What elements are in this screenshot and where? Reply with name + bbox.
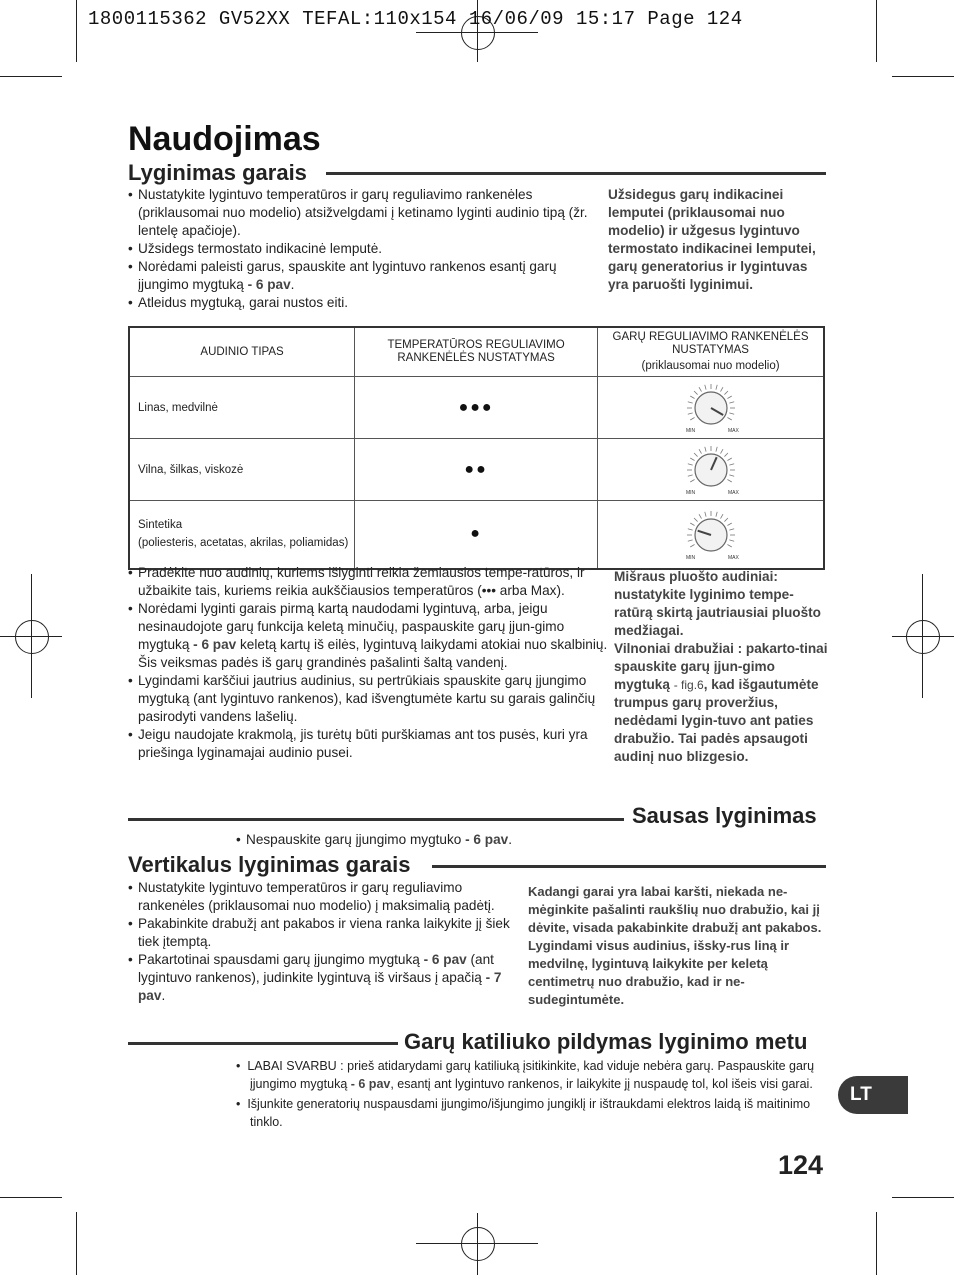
temp-dots: ●: [355, 501, 598, 569]
header-steam: GARŲ REGULIAVIMO RANKENĖLĖS NUSTATYMAS (priklausomai nuo modelio): [598, 327, 824, 377]
dial-tick: [690, 523, 694, 526]
dial-tick: [687, 540, 692, 541]
fabric-cell: Sintetika (poliesteris, acetatas, akrilas, poliamidas): [129, 501, 355, 569]
dial-tick: [720, 387, 723, 391]
dial-tick: [724, 391, 728, 395]
vertical-bullets: [128, 879, 520, 1005]
list-item: • Užsidegs termostato indikacinė lemputė.: [128, 240, 598, 258]
list-item: • Pakabinkite drabužį ant pakabos ir viena ranka laikykite jį šiek tiek įtemptą.: [128, 915, 520, 951]
dial-tick: [715, 447, 716, 452]
steam-dial: [598, 501, 824, 569]
steam-dial: [598, 439, 824, 501]
tips-bullets: [128, 564, 608, 762]
list-item: • Pradėkite nuo audinių, kuriems išlyginti reikia žemiausios tempe-ratūros, ir užbaikite tais, kuriems reikia aukščiausios temperatūros (••• arba Max).: [128, 564, 608, 600]
list-item: • Pakartotinai spausdami garų įjungimo mygtuką - 6 pav (ant lygintuvo rankenos), judinkite lygintuvą iš viršaus į apačią - 7 pav.: [128, 951, 520, 1005]
dial-min-label: MIN: [685, 554, 695, 561]
dial-tick: [729, 540, 734, 541]
heading-rule: [128, 818, 624, 821]
dial-tick: [715, 385, 716, 390]
dial-tick: [729, 464, 734, 465]
fabric-cell: Linas, medvilnė: [129, 377, 355, 439]
dial-tick: [724, 453, 728, 457]
steam-dial: [598, 377, 824, 439]
dial-tick: [720, 449, 723, 453]
list-item: • Lygindami karščiui jautrius audinius, su pertrūkiais spauskite garų įjungimo mygtuką (ant lygintuvo rankenos), kad išvengtumėte kartu su garais galinčių pasirodyti vandens lašelių.: [128, 672, 608, 726]
list-item: • Nustatykite lygintuvo temperatūros ir garų reguliavimo rankenėles (priklausomai nuo modelio) atsižvelgdami į ketinamo lyginti audinio tipą (žr. lentelę apačioje).: [128, 186, 598, 240]
heading-rule: [326, 172, 826, 175]
dial-tick: [694, 518, 698, 522]
heading-rule: [432, 865, 826, 868]
steam-bullets: [128, 186, 598, 312]
settings-table: [128, 326, 825, 570]
page-number: 124: [778, 1150, 824, 1180]
print-header: 1800115362 GV52XX TEFAL:110x154 16/06/09 15:17 Page 124: [88, 8, 743, 30]
heading-steam: Lyginimas garais: [128, 160, 307, 185]
dial-tick: [729, 413, 734, 414]
dial-max-label: MAX: [727, 490, 739, 496]
list-item: • Jeigu naudojate krakmolą, jis turėtų būti purškiamas ant tos pusės, kuri yra priešinga lyginamajai audinio pusei.: [128, 726, 608, 762]
dial-max-label: MAX: [727, 554, 739, 561]
dial-tick: [690, 418, 694, 421]
dial-tick: [729, 402, 734, 403]
table-row: [129, 439, 824, 501]
dial-tick: [687, 464, 692, 465]
dial-max-label: MAX: [727, 428, 739, 434]
header-temperature: TEMPERATŪROS REGULIAVIMO RANKENĖLĖS NUSTATYMAS: [355, 327, 598, 377]
heading-refill: Garų katiliuko pildymas lyginimo metu: [404, 1029, 808, 1054]
dial-tick: [694, 453, 698, 457]
dial-tick: [690, 396, 694, 399]
dial-tick: [690, 544, 694, 547]
dial-tick: [687, 402, 692, 403]
dial-tick: [727, 480, 731, 483]
dial-min-label: MIN: [685, 490, 695, 496]
heading-rule: [128, 1042, 398, 1045]
dial-tick: [727, 523, 731, 526]
dial-tick: [687, 475, 692, 476]
dial-tick: [727, 458, 731, 461]
refill-bullets: [236, 1057, 816, 1131]
language-tab: LT: [838, 1076, 908, 1114]
table-row: [129, 377, 824, 439]
list-item: • LABAI SVARBU : prieš atidarydami garų katiliuką įsitikinkite, kad viduje nebėra garų. Paspauskite garų įjungimo mygtuką - 6 pav, esantį ant lygintuvo rankenos, ir laikykite jį nuspaudę tol, kol išeis visi garai.: [236, 1059, 815, 1091]
fabric-cell: Vilna, šilkas, viskozė: [129, 439, 355, 501]
dial-tick: [704, 447, 705, 452]
dial-tick: [704, 512, 705, 517]
header-fabric: AUDINIO TIPAS: [129, 327, 355, 377]
tips-side-note: Mišraus pluošto audiniai: nustatykite lyginimo tempe-ratūrą skirtą jautriausiai pluošto medžiagai. Vilnoniai drabužiai : pakarto-tinai spauskite garų įjun-gimo mygtuką - fig.6, kad išgautumėte trumpus garų proveržius, nedėdami lygin-tuvo ant paties drabužio. Tai padės apsaugoti audinį nuo blizgesio.: [614, 569, 828, 764]
dial-min-label: MIN: [685, 428, 695, 434]
dial-tick: [720, 514, 723, 518]
list-item: • Norėdami paleisti garus, spauskite ant lygintuvo rankenos esantį garų įjungimo mygtuką - 6 pav.: [128, 258, 598, 294]
dial-tick: [694, 391, 698, 395]
dial-tick: [690, 480, 694, 483]
dry-bullets: [236, 831, 796, 849]
steam-side-note: Užsidegus garų indikacinei lemputei (priklausomai nuo modelio) ir užgesus lygintuvo termostato indikacinei lemputei, garų generatorius ir lygintuvas yra paruošti lyginimui.: [608, 187, 816, 292]
list-item: • Nustatykite lygintuvo temperatūros ir garų reguliavimo rankenėles (priklausomai nuo modelio) į maksimalią padėtį.: [128, 879, 520, 915]
dial-tick: [699, 514, 702, 518]
dial-tick: [724, 518, 728, 522]
dial-tick: [699, 387, 702, 391]
dial-tick: [687, 529, 692, 530]
dial-tick: [727, 544, 731, 547]
dial-tick: [727, 396, 731, 399]
list-item: • Norėdami lyginti garais pirmą kartą naudodami lygintuvą, arba, jeigu nesinaudojote garų funkcija keletą minučių, paspauskite garų įjun-gimo mygtuką - 6 pav keletą kartų iš eilės, lygintuvą laikydami atokiai nuo skalbinių. Šis veiksmas padės iš garų grandinės pašalinti šaltą vandenį.: [128, 600, 608, 672]
list-item: • Atleidus mygtuką, garai nustos eiti.: [128, 294, 598, 312]
heading-vertical: Vertikalus lyginimas garais: [128, 852, 411, 877]
page-title: Naudojimas: [128, 120, 321, 158]
list-item: • Išjunkite generatorių nuspausdami įjungimo/išjungimo jungiklį ir ištraukdami elektros laidą iš maitinimo tinklo.: [236, 1097, 811, 1129]
dial-tick: [729, 475, 734, 476]
temp-dots: ●●: [355, 439, 598, 501]
dial-tick: [699, 449, 702, 453]
dial-tick: [727, 418, 731, 421]
heading-dry: Sausas lyginimas: [632, 803, 817, 828]
dial-tick: [690, 458, 694, 461]
dial-tick: [715, 512, 716, 517]
dial-tick: [687, 413, 692, 414]
dial-tick: [704, 385, 705, 390]
table-row: [129, 501, 824, 569]
dial-tick: [729, 529, 734, 530]
list-item: • Nespauskite garų įjungimo mygtuko - 6 pav.: [236, 831, 796, 849]
vertical-side-note: Kadangi garai yra labai karšti, niekada ne-mėginkite pašalinti raukšlių nuo drabužio, kai jį dėvite, visada pakabinkite drabužį ant pakabos. Lygindami visus audinius, išsky-rus liną ir medvilnę, lygintuvą laikykite per keletą centimetrų nuo drabužio, kad ir ne-sudegintumėte.: [528, 884, 822, 1007]
temp-dots: ●●●: [355, 377, 598, 439]
